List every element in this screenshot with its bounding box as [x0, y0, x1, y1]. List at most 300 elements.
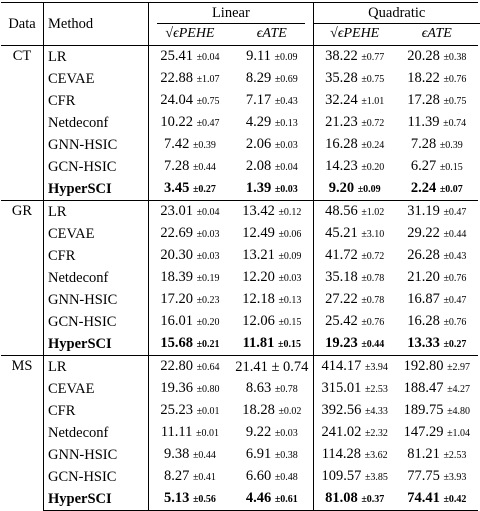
metric-value: 392.56	[321, 401, 362, 418]
quadratic-pehe-cell	[313, 112, 395, 134]
table-row	[1, 245, 478, 267]
header-method: Method	[44, 3, 149, 46]
linear-ate-cell	[231, 311, 313, 333]
metric-value: 21.20	[407, 268, 440, 285]
metric-stddev: ±0.76	[443, 272, 467, 284]
metric-stddev: ±0.72	[361, 250, 385, 262]
metric-stddev: ±3.94	[364, 361, 388, 373]
metric-stddev: ±0.76	[361, 316, 385, 328]
dataset-label: GR	[1, 200, 44, 355]
metric-stddev: ±0.44	[361, 338, 385, 350]
linear-pehe-cell	[149, 488, 231, 511]
metric-value: 6.60	[245, 467, 272, 484]
quadratic-ate-cell	[396, 444, 478, 466]
metric-value: 19.36	[160, 379, 193, 396]
metric-stddev: ±2.97	[447, 361, 471, 373]
linear-ate-cell	[231, 156, 313, 178]
header-linear-pehe: √ϵPEHE	[165, 26, 215, 42]
metric-stddev: ±0.09	[278, 250, 302, 262]
metric-value: 109.57	[321, 467, 362, 484]
metric-stddev: ±0.78	[361, 294, 385, 306]
method-name: HyperSCI	[44, 488, 149, 511]
linear-pehe-cell	[149, 422, 231, 444]
table-row	[1, 355, 478, 378]
header-linear: Linear	[149, 3, 314, 25]
metric-stddev: ±3.10	[361, 228, 385, 240]
metric-stddev: ±0.19	[196, 272, 220, 284]
quadratic-ate-cell	[396, 200, 478, 223]
metric-value: 7.42	[163, 135, 190, 152]
quadratic-ate-cell	[396, 311, 478, 333]
metric-stddev: ± 0.74	[271, 358, 309, 375]
dataset-label: CT	[1, 45, 44, 200]
linear-pehe-cell	[149, 223, 231, 245]
metric-value: 22.88	[160, 69, 193, 86]
metric-value: 81.21	[407, 445, 440, 462]
metric-value: 114.28	[321, 445, 362, 462]
metric-stddev: ±0.06	[278, 228, 302, 240]
metric-stddev: ±0.13	[278, 294, 302, 306]
linear-pehe-cell	[149, 134, 231, 156]
metric-value: 3.45	[163, 179, 190, 196]
metric-value: 74.41	[407, 489, 440, 506]
metric-stddev: ±0.75	[196, 95, 220, 107]
linear-ate-cell	[231, 90, 313, 112]
header-quadratic: Quadratic	[313, 3, 478, 25]
metric-value: 81.08	[325, 489, 358, 506]
table-row	[1, 289, 478, 311]
table-row	[1, 311, 478, 333]
metric-stddev: ±0.03	[278, 272, 302, 284]
quadratic-ate-cell	[396, 45, 478, 68]
linear-pehe-cell	[149, 466, 231, 488]
quadratic-pehe-cell	[313, 134, 395, 156]
metric-value: 15.68	[160, 334, 193, 351]
table-row	[1, 90, 478, 112]
metric-value: 48.56	[325, 202, 358, 219]
metric-stddev: ±0.15	[278, 316, 302, 328]
metric-stddev: ±0.39	[439, 139, 463, 151]
metric-stddev: ±0.27	[443, 338, 467, 350]
metric-stddev: ±0.20	[196, 316, 220, 328]
metric-stddev: ±0.07	[439, 183, 463, 195]
metric-value: 188.47	[403, 379, 444, 396]
quadratic-ate-cell	[396, 112, 478, 134]
quadratic-pehe-cell	[313, 200, 395, 223]
metric-value: 19.23	[325, 334, 358, 351]
metric-stddev: ±0.04	[274, 161, 298, 173]
quadratic-pehe-cell	[313, 267, 395, 289]
table-row	[1, 378, 478, 400]
metric-stddev: ±0.23	[196, 294, 220, 306]
metric-value: 16.01	[160, 312, 193, 329]
quadratic-ate-cell	[396, 289, 478, 311]
quadratic-pehe-cell	[313, 488, 395, 511]
method-name: CFR	[44, 400, 149, 422]
metric-value: 18.39	[160, 268, 193, 285]
linear-ate-cell	[231, 378, 313, 400]
quadratic-ate-cell	[396, 422, 478, 444]
method-name: CFR	[44, 90, 149, 112]
metric-stddev: ±0.38	[274, 449, 298, 461]
metric-stddev: ±0.38	[443, 51, 467, 63]
metric-value: 12.06	[242, 312, 275, 329]
linear-pehe-cell	[149, 400, 231, 422]
method-name: HyperSCI	[44, 178, 149, 201]
method-name: Netdeconf	[44, 422, 149, 444]
metric-stddev: ±0.09	[357, 183, 381, 195]
method-name: GNN-HSIC	[44, 289, 149, 311]
metric-stddev: ±0.74	[443, 117, 467, 129]
metric-stddev: ±0.39	[192, 139, 216, 151]
metric-stddev: ±0.01	[196, 405, 220, 417]
metric-value: 12.49	[242, 224, 275, 241]
metric-value: 17.20	[160, 290, 193, 307]
metric-value: 16.28	[325, 135, 358, 152]
metric-value: 147.29	[403, 423, 444, 440]
linear-pehe-cell	[149, 156, 231, 178]
metric-value: 12.18	[242, 290, 275, 307]
quadratic-ate-cell	[396, 333, 478, 356]
metric-value: 45.21	[325, 224, 358, 241]
linear-ate-cell	[231, 488, 313, 511]
metric-stddev: ±0.48	[274, 471, 298, 483]
dataset-label: MS	[1, 355, 44, 510]
metric-stddev: ±0.12	[278, 206, 302, 218]
metric-stddev: ±1.07	[196, 73, 220, 85]
quadratic-ate-cell	[396, 68, 478, 90]
metric-stddev: ±1.02	[361, 206, 385, 218]
header-quadratic-ate: ϵATE	[421, 26, 452, 42]
quadratic-ate-cell	[396, 466, 478, 488]
metric-stddev: ±0.69	[274, 73, 298, 85]
quadratic-pehe-cell	[313, 378, 395, 400]
metric-value: 16.87	[407, 290, 440, 307]
metric-stddev: ±1.01	[361, 95, 385, 107]
metric-stddev: ±0.76	[443, 73, 467, 85]
metric-value: 23.01	[160, 202, 193, 219]
quadratic-pehe-cell	[313, 400, 395, 422]
metric-value: 8.63	[245, 379, 272, 396]
metric-stddev: ±0.15	[439, 161, 463, 173]
metric-stddev: ±0.02	[278, 405, 302, 417]
metric-value: 29.22	[407, 224, 440, 241]
metric-value: 9.38	[163, 445, 190, 462]
metric-stddev: ±0.75	[443, 95, 467, 107]
metric-value: 2.24	[410, 179, 437, 196]
metric-stddev: ±3.93	[443, 471, 467, 483]
metric-value: 8.27	[163, 467, 190, 484]
linear-pehe-cell	[149, 112, 231, 134]
metric-value: 31.19	[407, 202, 440, 219]
metric-stddev: ±0.04	[196, 51, 220, 63]
table-row	[1, 223, 478, 245]
method-name: CEVAE	[44, 68, 149, 90]
metric-stddev: ±0.37	[361, 493, 385, 505]
metric-stddev: ±0.61	[274, 493, 298, 505]
linear-pehe-cell	[149, 245, 231, 267]
linear-ate-cell	[231, 178, 313, 201]
linear-ate-cell	[231, 422, 313, 444]
linear-ate-cell	[231, 134, 313, 156]
quadratic-pehe-cell	[313, 223, 395, 245]
metric-stddev: ±0.24	[361, 139, 385, 151]
metric-value: 22.69	[160, 224, 193, 241]
table-row	[1, 200, 478, 223]
header-quadratic-pehe: √ϵPEHE	[330, 26, 380, 42]
header-linear-ate: ϵATE	[231, 24, 313, 45]
metric-stddev: ±0.01	[196, 427, 220, 439]
metric-stddev: ±4.33	[364, 405, 388, 417]
metric-stddev: ±0.78	[274, 383, 298, 395]
metric-value: 21.23	[325, 113, 358, 130]
quadratic-pehe-cell	[313, 90, 395, 112]
metric-stddev: ±1.04	[447, 427, 471, 439]
linear-pehe-cell	[149, 178, 231, 201]
table-row	[1, 333, 478, 356]
metric-value: 11.11	[160, 423, 193, 440]
linear-pehe-cell	[149, 378, 231, 400]
results-table	[1, 2, 478, 511]
method-name: GCN-HSIC	[44, 156, 149, 178]
linear-ate-cell	[231, 267, 313, 289]
method-name: LR	[44, 355, 149, 378]
metric-stddev: ±0.75	[361, 73, 385, 85]
quadratic-ate-cell	[396, 400, 478, 422]
metric-stddev: ±0.47	[196, 117, 220, 129]
table-row	[1, 400, 478, 422]
metric-value: 38.22	[325, 47, 358, 64]
linear-ate-cell	[231, 245, 313, 267]
metric-value: 25.41	[160, 47, 193, 64]
method-name: CFR	[44, 245, 149, 267]
quadratic-ate-cell	[396, 134, 478, 156]
metric-value: 241.02	[321, 423, 362, 440]
quadratic-pehe-cell	[313, 444, 395, 466]
metric-value: 4.29	[245, 113, 272, 130]
table-row	[1, 178, 478, 201]
linear-pehe-cell	[149, 200, 231, 223]
metric-stddev: ±0.15	[278, 338, 302, 350]
quadratic-ate-cell	[396, 267, 478, 289]
metric-stddev: ±3.62	[364, 449, 388, 461]
metric-stddev: ±0.56	[192, 493, 216, 505]
metric-stddev: ±0.04	[196, 206, 220, 218]
metric-value: 7.28	[163, 157, 190, 174]
metric-stddev: ±0.21	[196, 338, 220, 350]
linear-ate-cell	[231, 223, 313, 245]
linear-ate-cell	[231, 68, 313, 90]
metric-value: 4.46	[245, 489, 272, 506]
metric-value: 26.28	[407, 246, 440, 263]
metric-stddev: ±0.44	[192, 161, 216, 173]
metric-value: 41.72	[325, 246, 358, 263]
quadratic-ate-cell	[396, 156, 478, 178]
method-name: GNN-HSIC	[44, 134, 149, 156]
metric-value: 9.11	[246, 47, 271, 64]
metric-stddev: ±0.03	[274, 427, 298, 439]
method-name: CEVAE	[44, 223, 149, 245]
metric-stddev: ±0.47	[443, 294, 467, 306]
metric-value: 315.01	[321, 379, 362, 396]
quadratic-pehe-cell	[313, 156, 395, 178]
linear-pehe-cell	[149, 355, 231, 378]
metric-value: 32.24	[325, 91, 358, 108]
linear-pehe-cell	[149, 444, 231, 466]
metric-value: 8.29	[245, 69, 272, 86]
linear-ate-cell	[231, 45, 313, 68]
metric-stddev: ±0.27	[192, 183, 216, 195]
metric-stddev: ±0.03	[196, 250, 220, 262]
quadratic-pehe-cell	[313, 311, 395, 333]
quadratic-pehe-cell	[313, 68, 395, 90]
method-name: LR	[44, 45, 149, 68]
method-name: Netdeconf	[44, 267, 149, 289]
metric-value: 7.17	[245, 91, 272, 108]
table-row	[1, 488, 478, 511]
linear-pehe-cell	[149, 90, 231, 112]
method-name: GCN-HSIC	[44, 466, 149, 488]
metric-value: 12.20	[242, 268, 275, 285]
quadratic-ate-cell	[396, 355, 478, 378]
quadratic-ate-cell	[396, 245, 478, 267]
metric-stddev: ±0.43	[274, 95, 298, 107]
metric-value: 1.39	[245, 179, 272, 196]
metric-stddev: ±0.72	[361, 117, 385, 129]
table-row	[1, 466, 478, 488]
metric-value: 22.80	[160, 357, 193, 374]
metric-stddev: ±0.03	[196, 228, 220, 240]
quadratic-pehe-cell	[313, 45, 395, 68]
metric-stddev: ±0.80	[196, 383, 220, 395]
metric-value: 7.28	[410, 135, 437, 152]
metric-stddev: ±0.78	[361, 272, 385, 284]
metric-value: 13.21	[242, 246, 275, 263]
quadratic-pehe-cell	[313, 245, 395, 267]
quadratic-ate-cell	[396, 488, 478, 511]
metric-value: 414.17	[321, 357, 362, 374]
metric-stddev: ±0.47	[443, 206, 467, 218]
table-body	[1, 45, 478, 510]
table-row	[1, 45, 478, 68]
metric-value: 189.75	[403, 401, 444, 418]
quadratic-pehe-cell	[313, 355, 395, 378]
metric-stddev: ±0.43	[443, 250, 467, 262]
metric-value: 13.33	[407, 334, 440, 351]
linear-ate-cell	[231, 400, 313, 422]
metric-value: 18.28	[242, 401, 275, 418]
linear-ate-cell	[231, 200, 313, 223]
metric-stddev: ±2.53	[364, 383, 388, 395]
metric-stddev: ±2.53	[443, 449, 467, 461]
metric-stddev: ±0.44	[443, 228, 467, 240]
metric-value: 2.08	[245, 157, 272, 174]
metric-value: 77.75	[407, 467, 440, 484]
table-row	[1, 267, 478, 289]
method-name: CEVAE	[44, 378, 149, 400]
metric-value: 16.28	[407, 312, 440, 329]
metric-stddev: ±0.13	[274, 117, 298, 129]
metric-stddev: ±0.09	[274, 51, 298, 63]
metric-stddev: ±0.77	[361, 51, 385, 63]
method-name: LR	[44, 200, 149, 223]
metric-stddev: ±0.76	[443, 316, 467, 328]
method-name: GNN-HSIC	[44, 444, 149, 466]
linear-ate-cell	[231, 444, 313, 466]
linear-ate-cell	[231, 333, 313, 356]
linear-pehe-cell	[149, 267, 231, 289]
quadratic-ate-cell	[396, 378, 478, 400]
quadratic-ate-cell	[396, 90, 478, 112]
metric-stddev: ±4.80	[447, 405, 471, 417]
metric-value: 6.27	[410, 157, 437, 174]
metric-value: 18.22	[407, 69, 440, 86]
linear-pehe-cell	[149, 333, 231, 356]
metric-value: 20.30	[160, 246, 193, 263]
metric-value: 11.81	[242, 334, 275, 351]
metric-value: 11.39	[407, 113, 440, 130]
method-name: GCN-HSIC	[44, 311, 149, 333]
metric-value: 9.22	[245, 423, 272, 440]
metric-value: 10.22	[160, 113, 193, 130]
metric-stddev: ±0.03	[274, 183, 298, 195]
metric-value: 9.20	[328, 179, 355, 196]
linear-ate-cell	[231, 355, 313, 378]
metric-stddev: ±3.85	[364, 471, 388, 483]
linear-ate-cell	[231, 112, 313, 134]
metric-value: 192.80	[403, 357, 444, 374]
linear-pehe-cell	[149, 68, 231, 90]
method-name: HyperSCI	[44, 333, 149, 356]
metric-stddev: ±0.03	[274, 139, 298, 151]
metric-stddev: ±4.27	[447, 383, 471, 395]
linear-pehe-cell	[149, 311, 231, 333]
quadratic-pehe-cell	[313, 289, 395, 311]
linear-pehe-cell	[149, 45, 231, 68]
table-row	[1, 134, 478, 156]
linear-ate-cell	[231, 466, 313, 488]
metric-value: 35.18	[325, 268, 358, 285]
metric-value: 21.41	[235, 358, 268, 375]
metric-value: 25.42	[325, 312, 358, 329]
metric-value: 2.06	[245, 135, 272, 152]
metric-stddev: ±0.20	[361, 161, 385, 173]
quadratic-pehe-cell	[313, 333, 395, 356]
linear-ate-cell	[231, 289, 313, 311]
metric-value: 17.28	[407, 91, 440, 108]
metric-value: 20.28	[407, 47, 440, 64]
quadratic-ate-cell	[396, 223, 478, 245]
method-name: Netdeconf	[44, 112, 149, 134]
table-row	[1, 444, 478, 466]
metric-value: 13.42	[242, 202, 275, 219]
metric-value: 5.13	[163, 489, 190, 506]
metric-value: 14.23	[325, 157, 358, 174]
header-data: Data	[1, 3, 44, 46]
table-row	[1, 112, 478, 134]
metric-value: 27.22	[325, 290, 358, 307]
metric-value: 24.04	[160, 91, 193, 108]
quadratic-ate-cell	[396, 178, 478, 201]
quadratic-pehe-cell	[313, 422, 395, 444]
quadratic-pehe-cell	[313, 178, 395, 201]
metric-stddev: ±0.44	[192, 449, 216, 461]
linear-pehe-cell	[149, 289, 231, 311]
table-row	[1, 68, 478, 90]
metric-value: 25.23	[160, 401, 193, 418]
table-row	[1, 422, 478, 444]
metric-stddev: ±2.32	[364, 427, 388, 439]
